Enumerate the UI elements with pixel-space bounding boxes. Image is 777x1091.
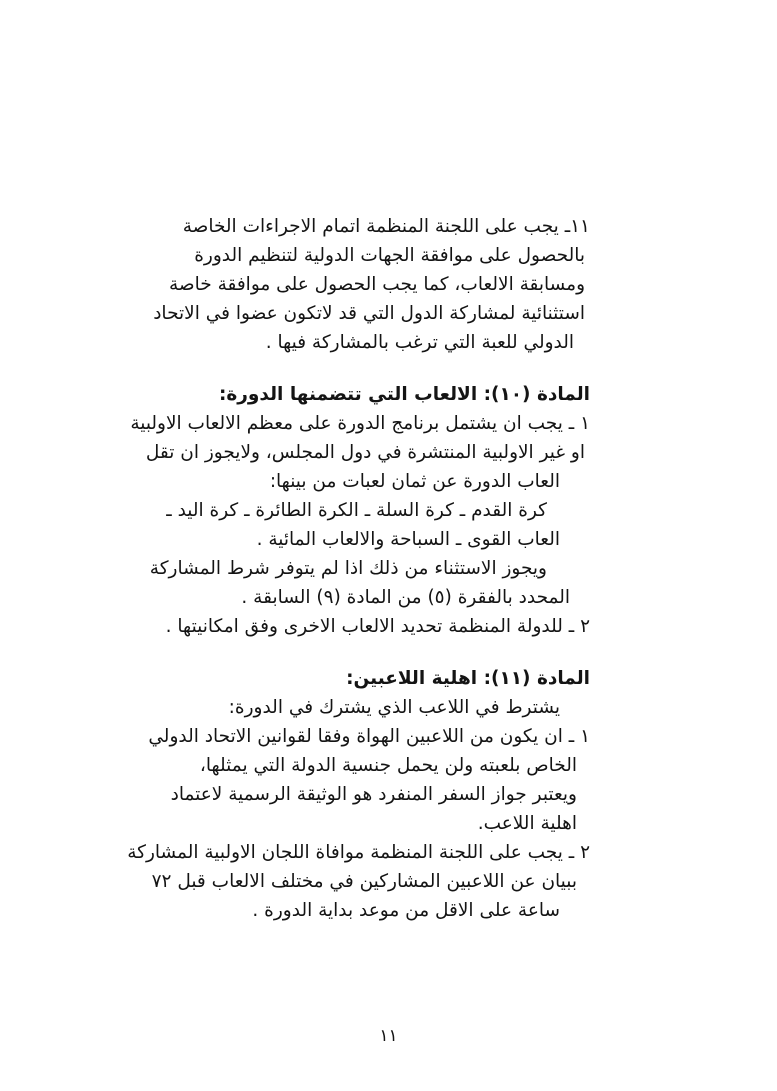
- article-10-heading: المادة (١٠): الالعاب التي تتضمنها الدورة:: [218, 384, 590, 405]
- text-line: كرة القدم ـ كرة السلة ـ الكرة الطائرة ـ كرة اليد ـ: [166, 500, 547, 521]
- text-line: الخاص بلعبته ولن يحمل جنسية الدولة التي يمثلها،: [199, 755, 577, 776]
- text-line: العاب القوى ـ السباحة والالعاب المائية .: [256, 529, 560, 550]
- text-line: بالحصول على موافقة الجهات الدولية لتنظيم الدورة: [194, 245, 585, 266]
- article-11-heading: المادة (١١): اهلية اللاعبين:: [346, 668, 590, 689]
- text-line: ٢ ـ للدولة المنظمة تحديد الالعاب الاخرى وفق امكانيتها .: [165, 616, 590, 637]
- text-line: ساعة على الاقل من موعد بداية الدورة .: [252, 900, 560, 921]
- text-line: الدولي للعبة التي ترغب بالمشاركة فيها .: [265, 332, 574, 353]
- text-line: العاب الدورة عن ثمان لعبات من بينها:: [269, 471, 560, 492]
- text-line: اهلية اللاعب.: [477, 813, 577, 834]
- text-line: ويجوز الاستثناء من ذلك اذا لم يتوفر شرط المشاركة: [149, 558, 547, 579]
- text-line: ومسابقة الالعاب، كما يجب الحصول على موافقة خاصة: [168, 274, 585, 295]
- text-line: يشترط في اللاعب الذي يشترك في الدورة:: [228, 697, 560, 718]
- text-line: استثنائية لمشاركة الدول التي قد لاتكون عضوا في الاتحاد: [153, 303, 585, 324]
- text-line: المحدد بالفقرة (٥) من المادة (٩) السابقة .: [241, 587, 570, 608]
- text-line: ٢ ـ يجب على اللجنة المنظمة موافاة اللجان الاولبية المشاركة: [127, 842, 590, 863]
- text-line: ١ ـ ان يكون من اللاعبين الهواة وفقا لقوانين الاتحاد الدولي: [148, 726, 590, 747]
- text-line: ويعتبر جواز السفر المنفرد هو الوثيقة الرسمية لاعتماد: [170, 784, 577, 805]
- page-number: ١١: [379, 1026, 398, 1046]
- text-line: ببيان عن اللاعبين المشاركين في مختلف الالعاب قبل ٧٢: [151, 871, 577, 892]
- text-line: ١ ـ يجب ان يشتمل برنامج الدورة على معظم الالعاب الاولبية: [130, 413, 590, 434]
- text-block: [127, 212, 590, 925]
- text-line: او غير الاولبية المنتشرة في دول المجلس، ولايجوز ان تقل: [145, 442, 585, 463]
- text-line: ١١ـ يجب على اللجنة المنظمة اتمام الاجراءات الخاصة: [182, 216, 590, 237]
